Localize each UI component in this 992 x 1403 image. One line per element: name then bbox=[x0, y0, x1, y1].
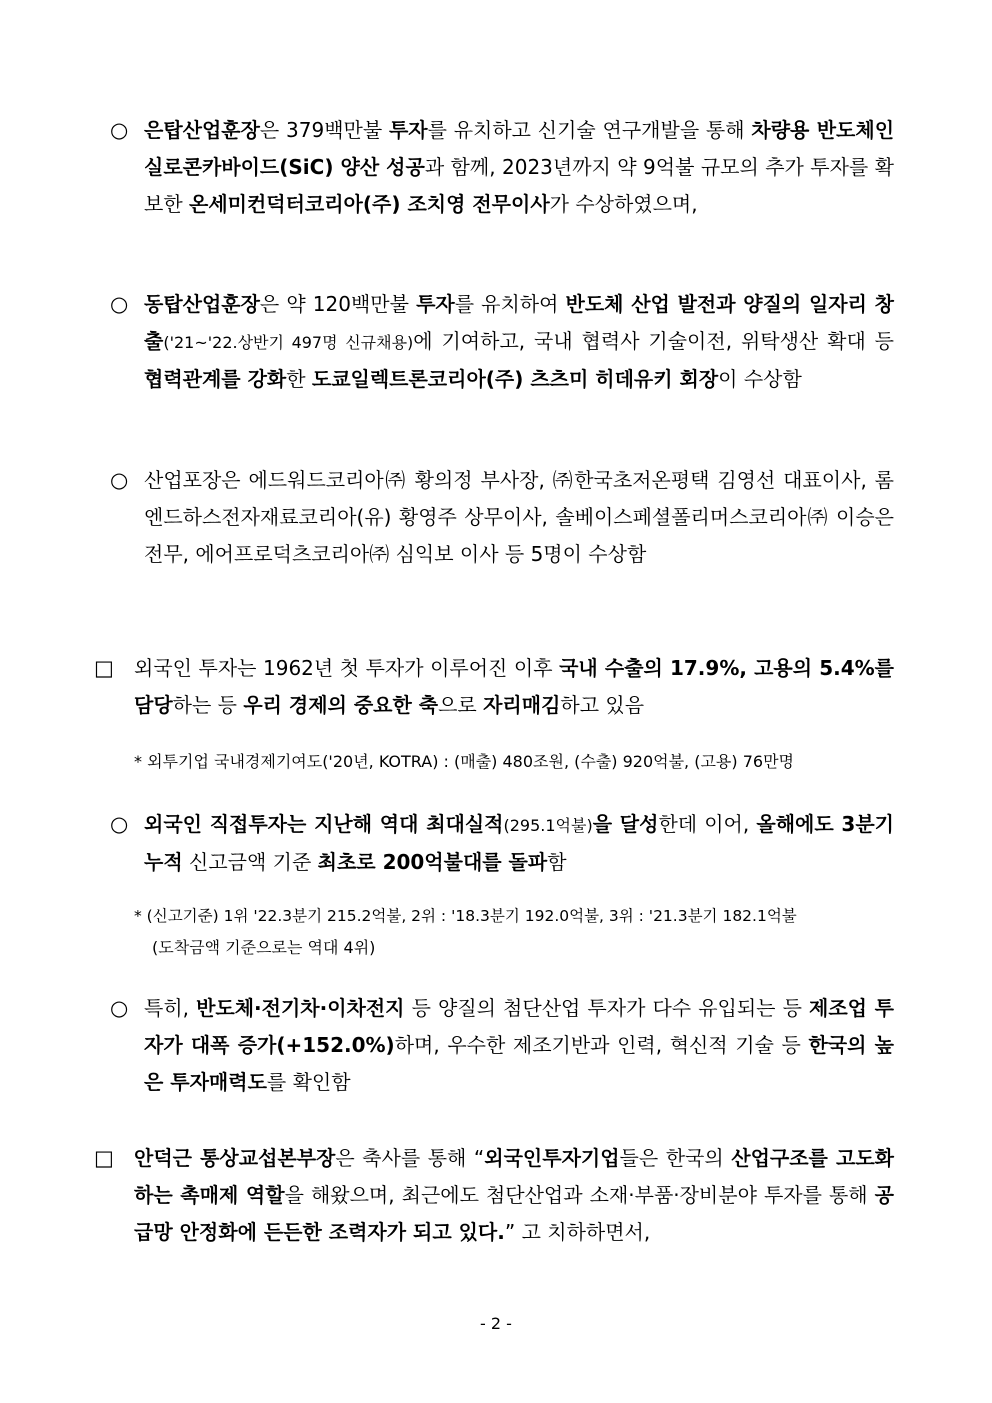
paragraph-text: 안덕근 통상교섭본부장은 축사를 통해 “외국인투자기업들은 한국의 산업구조를 고도화하는 촉매제 역할을 해왔으며, 최근에도 첨단산업과 소재·부품·장비분야 투자를 통해 공급망 안정화에 든든한 조력자가 되고 있다.” 고 치하하면서, bbox=[134, 1146, 894, 1244]
page-number: - 2 - bbox=[480, 1314, 512, 1333]
speaker-name: 안덕근 통상교섭본부장 bbox=[134, 1146, 336, 1170]
bullet-circle: ○ bbox=[110, 118, 129, 142]
footnote-ranking bbox=[134, 900, 894, 964]
recipient-name: 도쿄일렉트론코리아(주) 츠츠미 히데유키 회장 bbox=[311, 367, 719, 391]
paragraph-text: 동탑산업훈장은 약 120백만불 투자를 유치하여 반도체 산업 발전과 양질의 일자리 창출('21~'22.상반기 497명 신규채용)에 기여하고, 국내 협력사 기술이전, 위탁생산 확대 등 협력관계를 강화한 도쿄일렉트론코리아(주) 츠츠미 히데유키 회장이 수상함 bbox=[144, 292, 894, 391]
bullet-circle: ○ bbox=[110, 292, 129, 316]
bullet-square: □ bbox=[94, 656, 114, 680]
paragraph-text: 산업포장은 에드워드코리아㈜ 황의정 부사장, ㈜한국초저온평택 김영선 대표이사, 롬엔드하스전자재료코리아(유) 황영주 상무이사, 솔베이스페셜폴리머스코리아㈜ 이승은 전무, 에어프로덕츠코리아㈜ 심익보 이사 등 5명이 수상함 bbox=[144, 468, 894, 566]
recipient-name: 온세미컨덕터코리아(주) 조치영 전무이사 bbox=[189, 192, 550, 216]
bullet-circle: ○ bbox=[110, 996, 129, 1020]
paragraph-text: 특히, 반도체·전기차·이차전지 등 양질의 첨단산업 투자가 다수 유입되는 등 제조업 투자가 대폭 증가(+152.0%)하며, 우수한 제조기반과 인력, 혁신적 기술 등 한국의 높은 투자매력도를 확인함 bbox=[144, 996, 894, 1094]
footnote-line: (도착금액 기준으로는 역대 4위) bbox=[152, 938, 376, 957]
award-name: 은탑산업훈장 bbox=[144, 118, 260, 142]
footnote: * 외투기업 국내경제기여도('20년, KOTRA) : (매출) 480조원, (수출) 920억불, (고용) 76만명 bbox=[134, 752, 794, 771]
footnote-line: * (신고기준) 1위 '22.3분기 215.2억불, 2위 : '18.3분기 192.0억불, 3위 : '21.3분기 182.1억불 bbox=[134, 907, 797, 925]
award-name: 동탑산업훈장 bbox=[144, 292, 260, 316]
paragraph-text: 은탑산업훈장은 379백만불 투자를 유치하고 신기술 연구개발을 통해 차량용 반도체인 실로콘카바이드(SiC) 양산 성공과 함께, 2023년까지 약 9억불 규모의 추가 투자를 확보한 온세미컨덕터코리아(주) 조치영 전무이사가 수상하였으며, bbox=[144, 118, 895, 216]
paragraph-text: 외국인 직접투자는 지난해 역대 최대실적(295.1억불)을 달성한데 이어, 올해에도 3분기 누적 신고금액 기준 최초로 200억불대를 돌파함 bbox=[144, 812, 894, 874]
paragraph-text: 외국인 투자는 1962년 첫 투자가 이루어진 이후 국내 수출의 17.9%, 고용의 5.4%를 담당하는 등 우리 경제의 중요한 축으로 자리매김하고 있음 bbox=[134, 656, 894, 717]
bullet-circle: ○ bbox=[110, 468, 129, 492]
bullet-square: □ bbox=[94, 1146, 114, 1170]
bullet-circle: ○ bbox=[110, 812, 129, 836]
